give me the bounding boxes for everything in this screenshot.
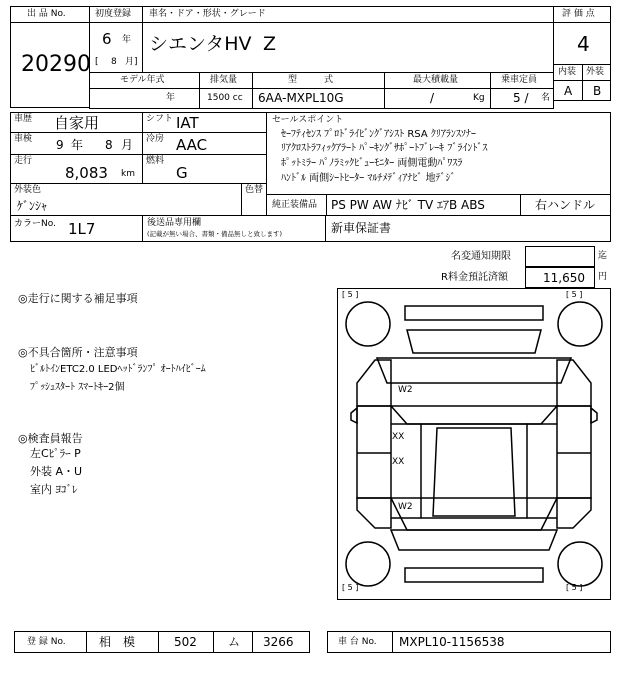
shift-cell [142,112,267,133]
warranty-cell [325,215,611,242]
exterior-grade: B [593,84,602,98]
chassis-number-cell [392,631,611,653]
aftermarket-label: 後送品専用欄 [147,218,202,228]
tire-rear-right-label: [ 5 ] [566,583,583,592]
rear-window [391,498,557,530]
aftermarket-note: (記載が無い場合、書類・備品無しと致します) [147,230,283,238]
car-name-label-cell [142,6,554,23]
ac: AAC [176,136,208,154]
defect-line-1: ﾋﾞﾙﾄｲﾝETC2.0 LEDﾍｯﾄﾞﾗﾝﾌﾟ ｵｰﾄﾊｲﾋﾞｰﾑ [30,364,206,375]
color-no: 1L7 [68,220,96,238]
exterior-label-cell [582,64,611,81]
equipment-label: 純正装備品 [272,200,318,210]
exterior-grade-cell [582,80,611,101]
steering: 右ハンドル [535,198,596,212]
right-mirror [591,408,597,423]
damage-mark-xx-1: XX [392,432,405,442]
car-grade: Z [263,33,277,55]
lot-number: 20290 [21,52,91,77]
recycle-label: R料金預託済額 [441,272,508,283]
driving-notes-heading: ◎走行に関する補足事項 [18,292,138,305]
mileage-unit: km [121,169,135,179]
defect-line-2: ﾌﾟｯｼｭｽﾀｰﾄ ｽﾏｰﾄｷｰ2個 [30,382,125,393]
capacity: 5 / [513,91,529,105]
max-load-cell [384,88,491,109]
lot-number-label: 出 品 No. [27,9,66,19]
load-unit: Kg [473,93,485,103]
inspection-cell [10,132,143,155]
damage-mark-w2-rear: W2 [398,502,413,512]
fuel: G [176,164,188,182]
windshield [391,406,557,424]
inspection-month-unit: 月 [121,138,134,152]
reg-number: 3266 [263,635,294,649]
lot-number-label-cell [10,6,90,23]
lot-number-cell [10,22,90,108]
first-reg-cell [89,22,143,73]
shift: IAT [176,114,199,132]
first-reg-month-open: [ [95,57,99,67]
model-year-unit: 年 [166,93,176,103]
reg-class: 502 [174,635,197,649]
chassis-label: 車 台 No. [338,637,377,647]
front-bumper-rect [405,306,543,320]
rear-left-fender [357,498,391,528]
inspection-year-unit: 年 [71,138,84,152]
right-doors [557,406,591,498]
left-mirror [351,408,357,423]
reg-area-cell [86,631,159,653]
sales-point-line-2: ﾘｱｸﾛｽﾄﾗﾌｨｯｸｱﾗｰﾄ ﾊﾟｰｷﾝｸﾞｻﾎﾟｰﾄﾌﾞﾚｰｷ ﾌﾞﾗｲﾝﾄﾞｽ [281,143,488,154]
color-change-label: 色替 [245,185,264,195]
front-left-fender [357,360,391,406]
inspection-year: 9 [56,138,64,152]
sales-points-box [266,112,611,195]
history-label: 車歴 [14,114,33,124]
chassis-label-cell [327,631,393,653]
car-name: シエンタHV [149,33,252,55]
exterior-color-label: 外装色 [14,185,42,195]
inspector-report-heading: ◎検査員報告 [18,432,83,445]
reg-area: 相 模 [99,635,136,649]
score-cell [553,22,611,65]
left-doors [357,406,391,498]
vehicle-diagram [337,288,611,600]
first-reg-year: 6 [102,30,112,48]
defect-notes-heading: ◎不具合箇所・注意事項 [18,346,138,359]
displacement-cell [199,88,253,109]
reg-kana: ム [228,635,241,649]
tire-rear-left-circle [346,542,390,586]
tire-rear-left-label: [ 5 ] [342,583,359,592]
tire-front-right-label: [ 5 ] [566,290,583,299]
interior-grade-cell [553,80,583,101]
chassis-number: MXPL10-1156538 [399,635,505,649]
max-load: / [430,91,435,105]
tailgate [391,530,557,550]
reg-kana-cell [213,631,253,653]
tire-rear-right-circle [558,542,602,586]
car-name-cell [142,22,554,73]
capacity-unit: 名 [541,93,551,103]
first-reg-month-close: 月] [125,57,138,67]
warranty: 新車保証書 [331,221,392,235]
rear-bumper-rect [405,568,543,582]
history-cell [10,112,143,133]
equipment-items-cell [326,194,521,216]
first-reg-label: 初度登録 [95,9,132,19]
model-year-label: モデル年式 [120,75,165,85]
inspection-label: 車検 [14,134,33,144]
steering-cell [520,194,611,216]
tire-front-right-circle [558,302,602,346]
exterior-color: ｹﾞﾝｼｬ [17,199,48,213]
score-label-cell [553,6,611,23]
exterior-label: 外装 [586,67,605,77]
sales-point-line-1: ｾｰﾌﾃｨｾﾝｽ ﾌﾟﾛﾄﾞﾗｲﾋﾞﾝｸﾞｱｼｽﾄ RSA ｸﾘｱﾗﾝｽｿﾅｰ [281,129,476,140]
inspector-line-3: 室内 ﾖｺﾞﾚ [30,483,78,496]
inspection-month: 8 [105,138,113,152]
reg-number-cell [252,631,310,653]
model-code: 6AA-MXPL10G [258,91,344,105]
reg-class-cell [158,631,214,653]
model-label: 型 式 [288,75,334,85]
ac-cell [142,132,267,155]
mileage: 8,083 [65,164,108,182]
fuel-cell [142,154,267,184]
equipment-label-cell [266,194,327,216]
color-no-cell [10,215,143,242]
aftermarket-cell [142,215,326,242]
capacity-label-cell [490,72,554,89]
displacement-label: 排気量 [210,75,238,85]
damage-mark-xx-2: XX [392,457,405,467]
capacity-cell [490,88,554,109]
recycle-value: 11,650 [543,271,585,285]
interior-label: 内装 [558,67,577,77]
recycle-box [525,267,595,288]
sales-point-line-3: ﾎﾟｯﾄﾐﾗｰ ﾊﾟﾉﾗﾐｯｸﾋﾞｭｰﾓﾆﾀｰ 両側電動ﾊﾟﾜｽﾗ [281,158,463,169]
model-label-cell [252,72,385,89]
damage-mark-w2-front: W2 [398,385,413,395]
equipment-items: PS PW AW ﾅﾋﾞ TV ｴｱB ABS [331,198,485,212]
score: 4 [577,32,590,56]
score-label: 評 価 点 [562,9,595,19]
max-load-label-cell [384,72,491,89]
displacement-label-cell [199,72,253,89]
name-change-unit: 迄 [598,251,608,261]
exterior-color-cell [10,183,242,216]
ac-label: 冷房 [146,134,165,144]
model-year-cell [89,88,200,109]
interior-label-cell [553,64,583,81]
tire-front-left-label: [ 5 ] [342,290,359,299]
sales-points-label: セールスポイント [272,115,344,125]
hood-outline [377,358,571,383]
fuel-label: 燃料 [146,156,165,166]
displacement: 1500 cc [207,93,243,103]
name-change-box [525,246,595,267]
model-year-label-cell [89,72,200,89]
shift-label: シフト [146,114,174,124]
hood-panel [407,330,541,353]
roof-inner [433,428,515,516]
sales-point-line-4: ﾊﾝﾄﾞﾙ 両側ｼｰﾄﾋｰﾀｰ ﾏﾙﾁﾒﾃﾞｨｱﾅﾋﾞ 地ﾃﾞｼﾞ [281,173,456,184]
first-reg-month: 8 [111,57,117,67]
mileage-cell [10,154,143,184]
inspector-line-1: 左Cﾋﾟﾗｰ P [30,447,81,460]
car-name-label: 車名・ドア・形状・グレード [149,9,266,19]
color-no-label: カラーNo. [14,219,56,229]
rear-right-fender [557,498,591,528]
color-change-cell [241,183,267,216]
capacity-label: 乗車定員 [501,75,538,85]
reg-label: 登 録 No. [27,637,66,647]
first-reg-label-cell [89,6,143,23]
front-right-fender [557,360,591,406]
vehicle-outline-svg [337,288,611,600]
mileage-label: 走行 [14,156,33,166]
max-load-label: 最大積載量 [413,75,459,85]
model-code-cell [252,88,385,109]
interior-grade: A [564,84,573,98]
reg-label-cell [14,631,87,653]
history: 自家用 [54,114,100,132]
tire-front-left-circle [346,302,390,346]
recycle-unit: 円 [598,272,608,282]
name-change-label: 名変通知期限 [451,251,511,262]
inspector-line-2: 外装 A・U [30,465,83,478]
first-reg-year-unit: 年 [122,35,132,45]
